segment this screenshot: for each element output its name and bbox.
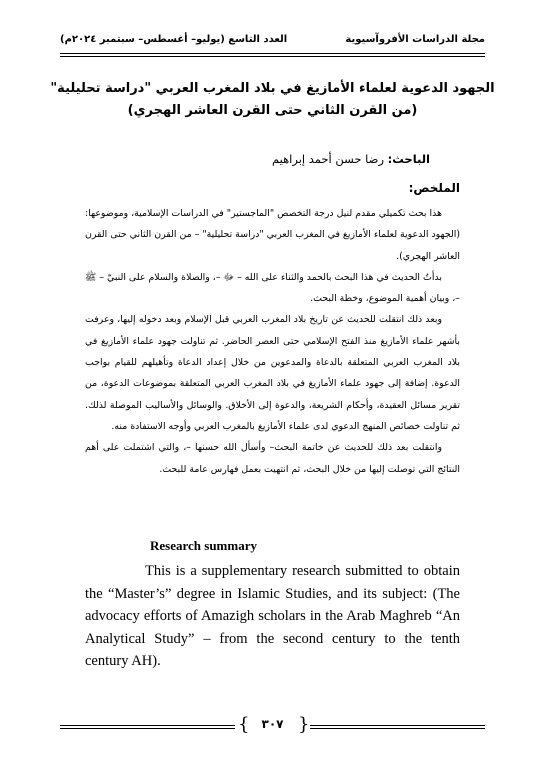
title-line-1: الجهود الدعوية لعلماء الأمازيغ في بلاد المغرب العربي "دراسة تحليلية" (50, 81, 495, 96)
researcher-label: الباحث: (387, 152, 430, 166)
issue-info: العدد التاسع (يوليو– أغسطس– سبتمبر ٢٠٢٤م) (60, 34, 288, 45)
title-line-2: (من القرن الثاني حتى القرن العاشر الهجري) (127, 103, 418, 118)
journal-name: مجلة الدراسات الأفروآسيوية (345, 34, 485, 45)
summary-heading: Research summary (150, 538, 257, 553)
footer-rule-right (310, 725, 485, 729)
abstract-paragraph-3: وبعد ذلك انتقلت للحديث عن تاريخ بلاد المغرب العربي قبل الإسلام وبعد دخوله إليها، وعرفت بأشهر علماء الأمازيغ منذ الفتح الإسلامي حتى العصر الحاضر. ثم تناولت جهود علماء الأمازيغ في بلاد المغرب العربي المتعلقة بالدعاة والمدعوين من خلال إعداد الدعاة وتأهيلهم للقيام بواجب الدعوة. إضافة إلى جهود علماء الأمازيغ في بلاد المغرب العربي المتعلقة بموضوعات الدعوة، من تقرير مسائل العقيدة، وأحكام الشريعة، والدعوة إلى الأخلاق. والوسائل والأساليب الموصلة لذلك. ثم تناولت خصائص المنهج الدعوي لدى علماء الأمازيغ بالمغرب العربي وأوجه الاستفادة منه. (85, 314, 460, 432)
paper-title (50, 78, 495, 122)
page-number: ٣٠٧ (261, 717, 284, 731)
abstract-paragraph-2: بدأتُ الحديث في هذا البحث بالحمد والثناء على الله – ﷻ –، والصلاة والسلام على النبيّ – ﷺ –، وبيان أهمية الموضوع، وخطة البحث. (85, 271, 460, 305)
footer-bracket-right: } (298, 714, 310, 735)
arabic-abstract (85, 203, 460, 480)
header-rule (60, 53, 485, 57)
page-footer (60, 716, 485, 736)
footer-rule-left (60, 725, 235, 729)
researcher-name: رضا حسن أحمد إبراهيم (271, 152, 384, 166)
running-header (60, 30, 485, 50)
abstract-paragraph-1: هذا بحث تكميلي مقدم لنيل درجة التخصص "الماجستير" في الدراسات الإسلامية، وموضوعها: (الجهود الدعوية لعلماء الأمازيغ في المغرب العربي "دراسة تحليلية" – من القرن الثاني حتى القرن العاشر الهجري). (85, 208, 460, 262)
abstract-heading: الملخص: (408, 181, 460, 195)
abstract-paragraph-4: وانتقلت بعد ذلك للحديث عن خاتمة البحث– وأسأل الله حسنها –، والتي اشتملت على أهم النتائج التي توصلت إليها من خلال البحث، ثم انتهيت بعمل فهارس عامة للبحث. (85, 442, 460, 475)
summary-text: This is a supplementary research submitted to obtain the “Master’s” degree in Islamic Studies, and its subject: (The advocacy efforts of Amazigh scholars in the Arab Maghreb “An Analytical Study” – from the second century to the tenth century AH). (85, 563, 460, 669)
researcher-line (272, 152, 430, 166)
footer-bracket-left: { (238, 714, 250, 735)
